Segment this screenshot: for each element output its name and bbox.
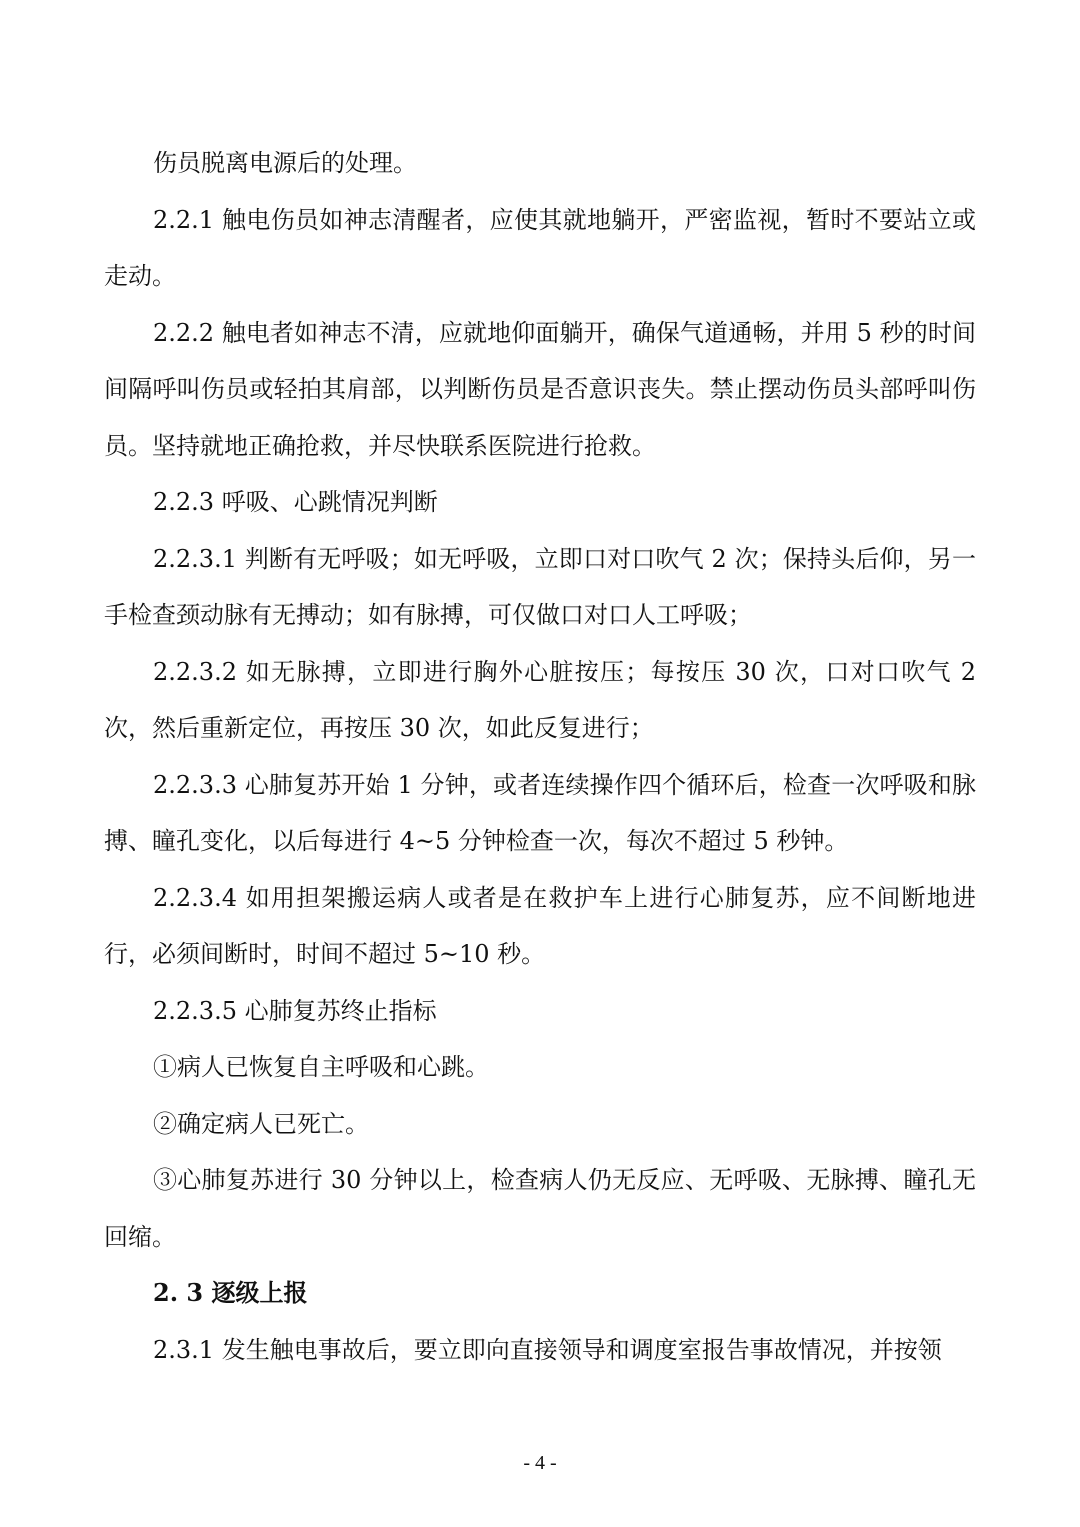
document-body [104, 135, 976, 1378]
list-item-1: ①病人已恢复自主呼吸和心跳。 [153, 1053, 489, 1081]
paragraph-2-2-3-1: 2.2.3.1 判断有无呼吸；如无呼吸，立即口对口吹气 2 次；保持头后仰，另一手检查颈动脉有无搏动；如有脉搏，可仅做口对口人工呼吸； [104, 544, 976, 629]
paragraph-2-2-3-2: 2.2.3.2 如无脉搏，立即进行胸外心脏按压；每按压 30 次，口对口吹气 2 次，然后重新定位，再按压 30 次，如此反复进行； [104, 657, 976, 742]
list-item-3: ③心肺复苏进行 30 分钟以上，检查病人仍无反应、无呼吸、无脉搏、瞳孔无回缩。 [104, 1166, 976, 1251]
section-heading-2-3: 2. 3 逐级上报 [153, 1278, 308, 1307]
page-number: - 4 - [523, 1452, 557, 1474]
paragraph-intro: 伤员脱离电源后的处理。 [153, 149, 417, 177]
paragraph-2-2-3-4: 2.2.3.4 如用担架搬运病人或者是在救护车上进行心肺复苏，应不间断地进行，必须间断时，时间不超过 5~10 秒。 [104, 883, 976, 968]
list-item-2: ②确定病人已死亡。 [153, 1109, 369, 1138]
paragraph-2-2-1: 2.2.1 触电伤员如神志清醒者，应使其就地躺开，严密监视，暂时不要站立或走动。 [104, 205, 976, 290]
subheading-2-2-3-5: 2.2.3.5 心肺复苏终止指标 [153, 996, 437, 1025]
paragraph-2-2-3-3: 2.2.3.3 心肺复苏开始 1 分钟，或者连续操作四个循环后，检查一次呼吸和脉搏、瞳孔变化，以后每进行 4~5 分钟检查一次，每次不超过 5 秒钟。 [104, 770, 976, 855]
paragraph-2-2-2: 2.2.2 触电者如神志不清，应就地仰面躺开，确保气道通畅，并用 5 秒的时间间隔呼叫伤员或轻拍其肩部，以判断伤员是否意识丧失。禁止摆动伤员头部呼叫伤员。坚持就地正确抢救，并尽快联系医院进行抢救。 [104, 318, 976, 460]
subheading-2-2-3: 2.2.3 呼吸、心跳情况判断 [153, 488, 438, 516]
paragraph-2-3-1: 2.3.1 发生触电事故后，要立即向直接领导和调度室报告事故情况，并按领 [153, 1335, 942, 1364]
